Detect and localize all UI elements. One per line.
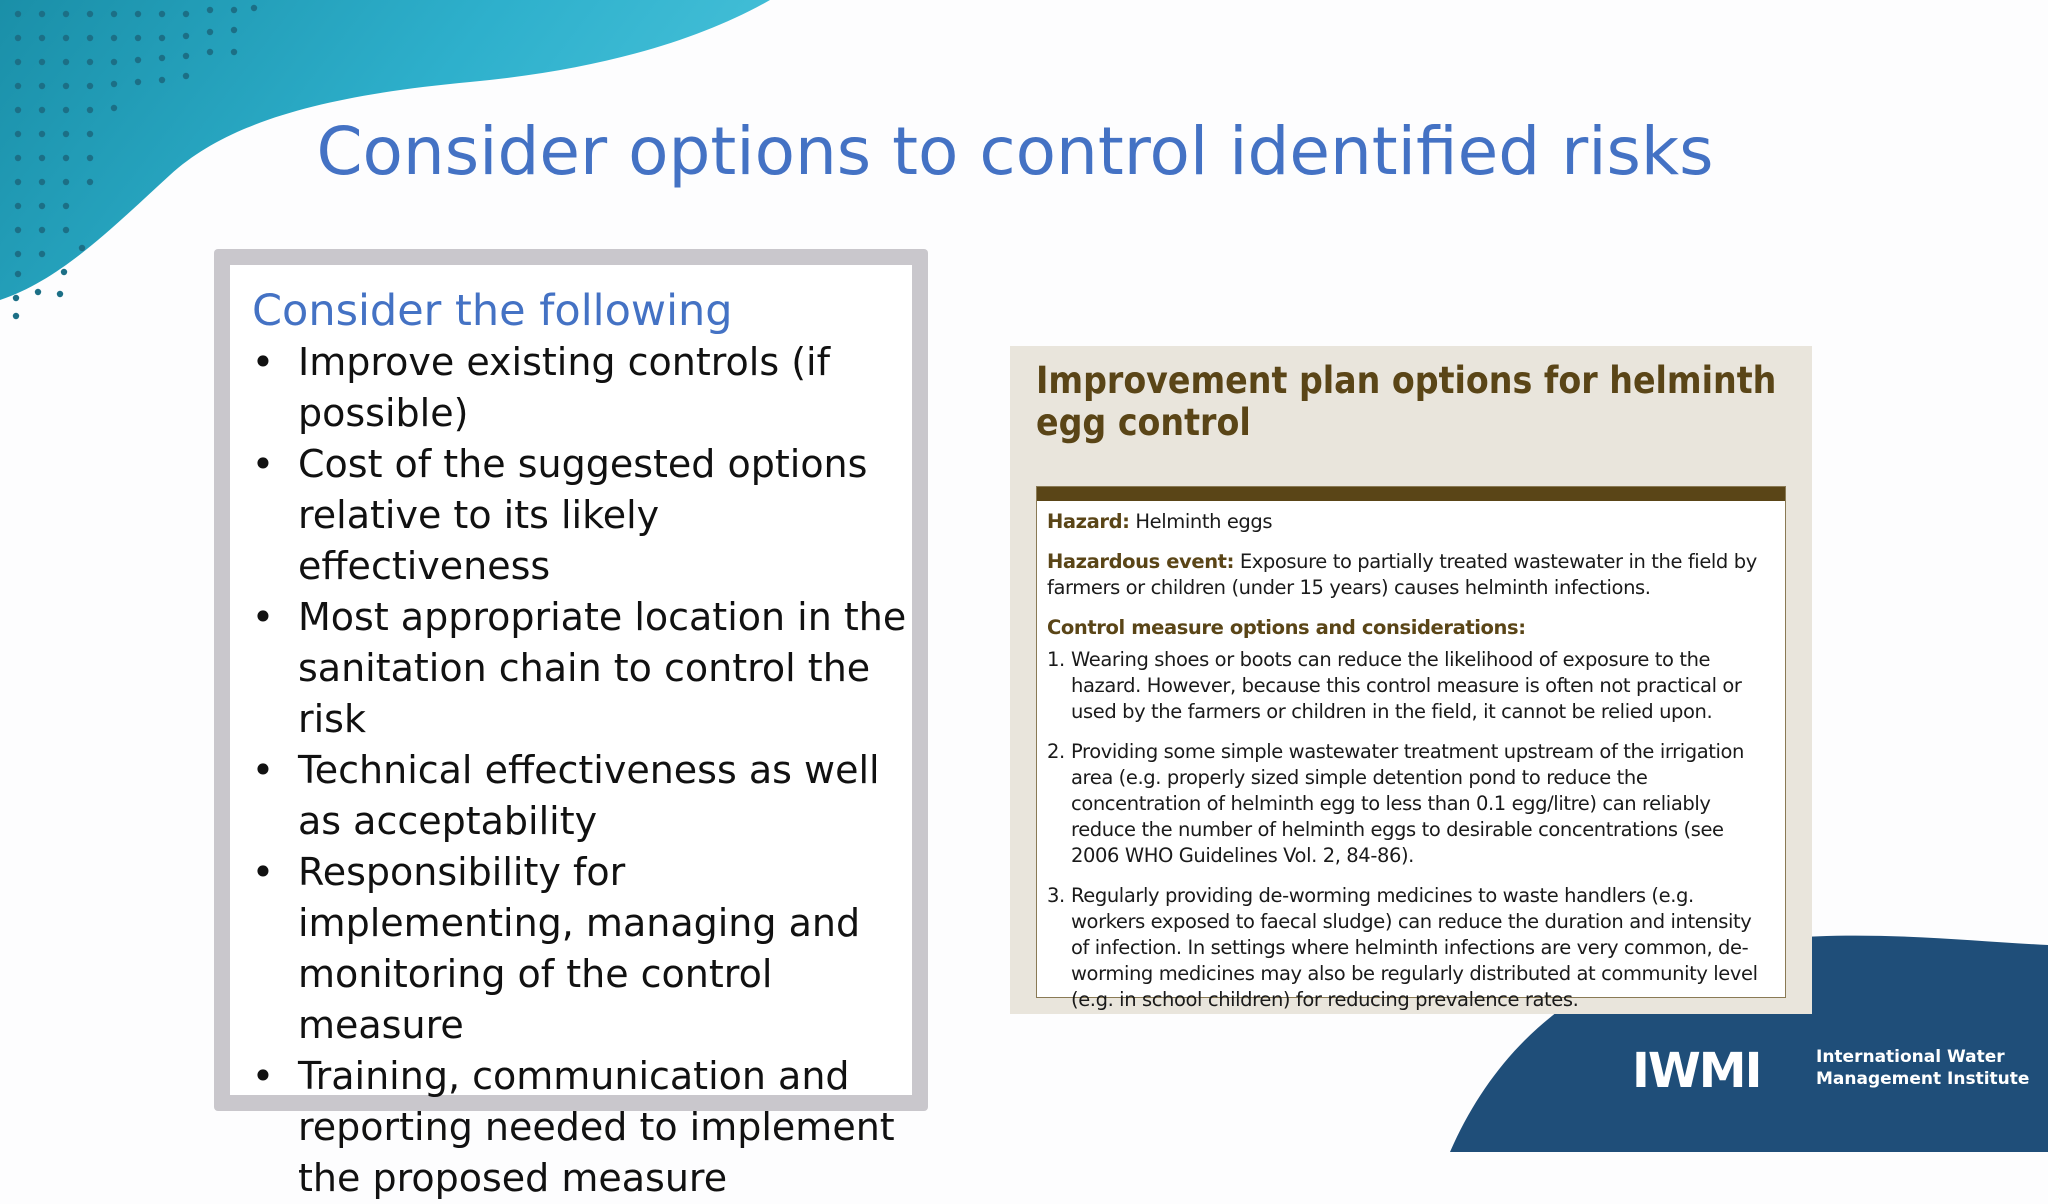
panel-header-bar bbox=[1037, 487, 1785, 501]
considerations-heading: Consider the following bbox=[252, 286, 733, 336]
bullet-icon: • bbox=[251, 1054, 275, 1098]
list-item-text: Responsibility for implementing, managing and monitoring of the control measure bbox=[298, 850, 861, 1047]
option-text: Wearing shoes or boots can reduce the likelihood of exposure to the hazard. However, because this control measure is often not practical or used by the farmers or children in the field, it cannot be relied upon. bbox=[1071, 648, 1742, 723]
options-list bbox=[1047, 647, 1773, 1013]
options-heading: Control measure options and considerations: bbox=[1047, 616, 1526, 639]
list-item-text: Training, communication and reporting needed to implement the proposed measure bbox=[298, 1054, 895, 1200]
hazardous-event-row bbox=[1047, 549, 1773, 601]
slide-title: Consider options to control identified risks bbox=[316, 113, 1714, 190]
logo-mark: IWMI bbox=[1632, 1043, 1761, 1099]
hazard-row bbox=[1047, 509, 1773, 535]
bullet-icon: • bbox=[251, 442, 275, 486]
option-number: 1. bbox=[1047, 648, 1065, 671]
hazardous-event-value: Exposure to partially treated wastewater in the field by farmers or children (under 15 years) causes helminth infections. bbox=[1047, 550, 1757, 599]
option-item bbox=[1047, 647, 1773, 725]
panel-content bbox=[1047, 509, 1773, 1027]
option-number: 3. bbox=[1047, 884, 1065, 907]
bullet-icon: • bbox=[251, 340, 275, 384]
list-item bbox=[248, 1051, 908, 1204]
hazardous-event-label: Hazardous event: bbox=[1047, 550, 1235, 573]
list-item bbox=[248, 847, 908, 1051]
logo-line-1: International Water bbox=[1816, 1047, 2005, 1067]
improvement-plan-panel bbox=[1010, 346, 1812, 1014]
list-item-text: Most appropriate location in the sanitation chain to control the risk bbox=[298, 595, 907, 741]
list-item bbox=[248, 337, 908, 439]
considerations-inner bbox=[230, 265, 912, 1200]
bullet-icon: • bbox=[251, 748, 275, 792]
list-item-text: Technical effectiveness as well as acceptability bbox=[298, 748, 880, 843]
option-item bbox=[1047, 883, 1773, 1013]
list-item bbox=[248, 592, 908, 745]
hazard-label: Hazard: bbox=[1047, 510, 1130, 533]
panel-content-box bbox=[1036, 486, 1786, 1011]
bullet-icon: • bbox=[251, 595, 275, 639]
bullet-icon: • bbox=[251, 850, 275, 894]
list-item bbox=[248, 745, 908, 847]
option-number: 2. bbox=[1047, 740, 1065, 763]
option-text: Regularly providing de-worming medicines to waste handlers (e.g. workers exposed to faecal sludge) can reduce the duration and intensity of infection. In settings where helminth infections are very common, de-worming medicines may also be regularly distributed at community level (e.g. in school children) for reducing prevalence rates. bbox=[1071, 884, 1758, 1011]
list-item-text: Cost of the suggested options relative to its likely effectiveness bbox=[298, 442, 868, 588]
considerations-box bbox=[214, 249, 928, 1200]
panel-title: Improvement plan options for helminth egg control bbox=[1036, 359, 1777, 444]
considerations-list bbox=[248, 337, 908, 1204]
option-item bbox=[1047, 739, 1773, 869]
list-item-text: Improve existing controls (if possible) bbox=[298, 340, 830, 435]
logo-text bbox=[1816, 1046, 2029, 1090]
logo-line-2: Management Institute bbox=[1816, 1069, 2030, 1089]
iwmi-logo bbox=[1632, 1042, 2030, 1102]
list-item bbox=[248, 439, 908, 592]
option-text: Providing some simple wastewater treatment upstream of the irrigation area (e.g. properly sized simple detention pond to reduce the concentration of helminth egg to less than 0.1 egg/litre) can reliably reduce the number of helminth eggs to desirable concentrations (see 2006 WHO Guidelines Vol. 2, 84-86). bbox=[1071, 740, 1745, 867]
hazard-value: Helminth eggs bbox=[1135, 510, 1273, 533]
